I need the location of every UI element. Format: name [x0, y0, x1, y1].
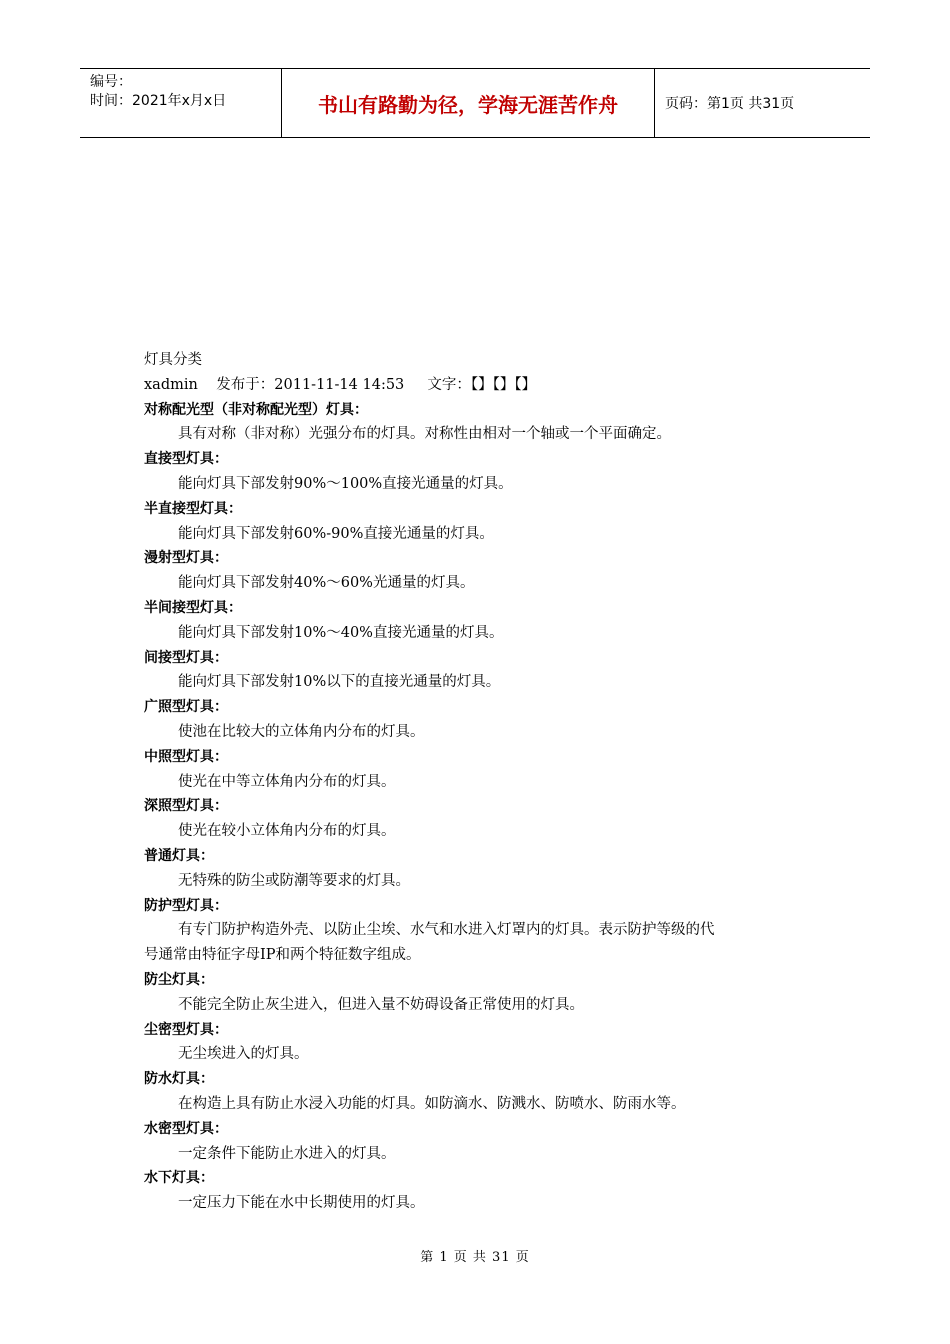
entry-term: 防尘灯具：: [144, 971, 214, 988]
entry-definition: 能向灯具下部发射40%～60%光通量的灯具。: [178, 575, 475, 592]
entry-definition: 使光在较小立体角内分布的灯具。: [178, 823, 396, 840]
number-label: 编号：: [90, 74, 132, 90]
time-label: 时间：2021年x月x日: [90, 93, 227, 109]
entry-term: 直接型灯具：: [144, 451, 228, 468]
entry-term: 半直接型灯具：: [144, 500, 242, 517]
article-body: [144, 348, 824, 1216]
entry-definition: 能向灯具下部发射60%-90%直接光通量的灯具。: [178, 525, 494, 542]
entry-term: 尘密型灯具：: [144, 1021, 228, 1038]
entry-definition: 具有对称（非对称）光强分布的灯具。对称性由相对一个轴或一个平面确定。: [178, 426, 671, 443]
header-page-info: 页码：第1页 共31页: [665, 96, 795, 112]
entry-term: 对称配光型（非对称配光型）灯具：: [144, 401, 368, 418]
entry-definition: 不能完全防止灰尘进入，但进入量不妨碍设备正常使用的灯具。: [178, 996, 584, 1013]
entry-definition: 一定条件下能防止水进入的灯具。: [178, 1145, 396, 1162]
entry-definition: 能向灯具下部发射10%～40%直接光通量的灯具。: [178, 624, 504, 641]
entry-term: 广照型灯具：: [144, 699, 228, 716]
entry-term: 防水灯具：: [144, 1071, 214, 1088]
entry-term: 水密型灯具：: [144, 1120, 228, 1137]
article-author: xadmin: [144, 376, 198, 393]
entry-definition: 能向灯具下部发射10%以下的直接光通量的灯具。: [178, 674, 501, 691]
article-meta: [144, 373, 824, 398]
header-motto: 书山有路勤为径，学海无涯苦作舟: [282, 69, 655, 137]
entry-definition: 使池在比较大的立体角内分布的灯具。: [178, 723, 425, 740]
entry-term: 水下灯具：: [144, 1170, 214, 1187]
entry-definition: 无尘埃进入的灯具。: [178, 1046, 309, 1063]
page-footer: 第 1 页 共 31 页: [420, 1250, 530, 1265]
entry-term: 深照型灯具：: [144, 798, 228, 815]
entry-definition: 有专门防护构造外壳、以防止尘埃、水气和水进入灯罩内的灯具。表示防护等级的代: [178, 922, 715, 939]
entry-term: 防护型灯具：: [144, 897, 228, 914]
article-title: 灯具分类: [144, 352, 202, 368]
entry-definition-continued: 号通常由特征字母IP和两个特征数字组成。: [144, 947, 421, 964]
entry-term: 中照型灯具：: [144, 748, 228, 765]
entry-term: 间接型灯具：: [144, 649, 228, 666]
entry-definition: 无特殊的防尘或防潮等要求的灯具。: [178, 872, 410, 889]
entry-definition: 一定压力下能在水中长期使用的灯具。: [178, 1195, 425, 1212]
text-size-controls[interactable]: 文字：【】【】【】: [427, 376, 537, 393]
entry-definition: 在构造上具有防止水浸入功能的灯具。如防滴水、防溅水、防喷水、防雨水等。: [178, 1095, 686, 1112]
entry-definition: 使光在中等立体角内分布的灯具。: [178, 773, 396, 790]
entry-term: 半间接型灯具：: [144, 599, 242, 616]
header-meta-cell: [80, 69, 282, 137]
article-published: 发布于：2011-11-14 14:53: [216, 376, 405, 393]
entry-term: 普通灯具：: [144, 847, 214, 864]
document-header: [80, 68, 870, 138]
entry-term: 漫射型灯具：: [144, 550, 228, 567]
entry-definition: 能向灯具下部发射90%～100%直接光通量的灯具。: [178, 475, 513, 492]
